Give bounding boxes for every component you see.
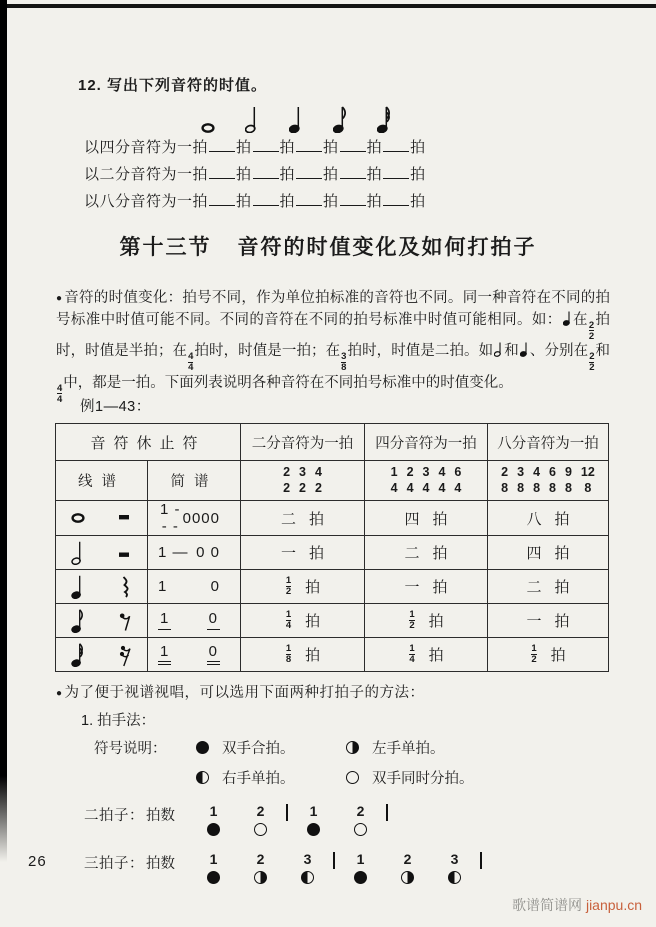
fraction: $\frac{1}{2}$ [285,575,292,598]
legend-item [196,767,346,788]
paragraph-text: 中，都是一拍。下面列表说明各种音符在不同拍号标准中的时值变化。 [63,374,513,391]
unit-label: 拍 [279,193,296,210]
unit-label: 拍 [432,579,448,596]
paragraph-text: 和 [504,343,519,359]
beat-value-cell [241,570,365,604]
beat [284,852,331,884]
paragraph-text: 音符的时值变化：拍号不同，作为单位拍标准的音符也不同。同一种音符在不同的拍号标准中时值可能不同。不同的音符在不同的拍号标准中时值可能相同。如： [56,290,610,328]
half-left-circle-icon [448,871,461,884]
beat-count: 一 [280,545,296,562]
legend-label: 符号说明： [94,741,167,757]
table-header-beat-unit: 二分音符为一拍 [241,424,365,461]
fraction: $\frac{1}{8}$ [285,643,292,666]
pattern-label: 二拍子： [84,808,144,824]
answer-blank [296,137,322,152]
beat-count: 二 [526,579,542,596]
section-title-text: 音符的时值变化及如何打拍子 [237,235,537,259]
symbol-legend [94,737,626,788]
unit-label: 拍 [309,545,325,562]
fraction: $\frac{2}{2}$ [589,351,595,373]
unit-label: 拍 [236,193,252,210]
half-rest-icon [116,544,132,562]
scan-top-edge [0,4,656,8]
unit-label: 拍 [432,545,448,562]
exercise-note-row [186,101,598,133]
answer-blank [383,191,409,206]
table-row [56,638,609,672]
beat-value-cell [241,536,365,570]
staff-notation-cell [56,570,148,604]
fraction: $\frac{1}{2}$ [409,609,415,632]
beat-count: 一 [526,613,542,630]
answer-blank [340,137,366,152]
unit-label: 拍 [410,139,426,156]
beat [237,852,284,884]
beat-pattern-row [84,852,626,884]
unit-label: 拍 [432,510,448,528]
paragraph-text: 拍时，时值是半拍；在 [56,311,611,359]
legend-item [346,767,526,788]
exercise-note [362,105,406,133]
methods-intro-text: 为了便于视谱视唱，可以选用下面两种打拍子的方法： [64,685,425,701]
beat-value-cell [488,536,609,570]
half-note-icon [71,540,85,566]
half-note-icon [245,105,259,133]
unit-label: 拍 [554,545,570,562]
legend-item-label: 双手同时分拍。 [372,771,474,787]
table-header-signatures [241,461,365,501]
beat [237,804,284,836]
beat-count-label: 拍数 [146,808,175,824]
paragraph-text: 拍时，时值是一拍；在 [194,343,341,359]
whole-note-icon [71,513,85,523]
time-signature: 1 4 [390,464,398,495]
beat [290,804,337,836]
sixteenth-note-icon [377,105,391,133]
beat-count: 四 [404,510,420,528]
unit-label: 拍 [366,166,383,183]
example-label: 例1—43： [80,399,151,415]
staff-notation-cell [56,604,148,638]
unit-label: 拍 [554,613,570,630]
empty-circle-icon [354,823,367,836]
unit-label: 拍 [305,613,321,630]
table-header-beat-unit: 八分音符为一拍 [488,424,609,461]
full-circle-icon [307,823,320,836]
empty-circle-icon [254,823,267,836]
time-signature: 3 2 [299,464,306,495]
answer-blank [383,137,409,152]
fraction: $\frac{2}{2}$ [588,319,595,342]
intro-paragraph [56,288,610,404]
watermark-site: 歌谱简谱网 [512,897,583,913]
unit-label: 拍 [554,579,570,596]
fraction: $\frac{4}{4}$ [57,382,63,405]
unit-label: 拍 [554,510,570,528]
answer-blank [296,164,322,179]
exercise-note [318,105,362,133]
section-title [0,231,656,261]
unit-label: 拍 [236,139,252,156]
beat [190,852,237,884]
time-signature: 4 2 [314,464,322,495]
page-number: 26 [28,853,47,870]
jianpu-notation-cell: 1 - - - 0000 [148,501,241,536]
table-header-beat-unit: 四分音符为一拍 [365,424,488,461]
full-circle-icon [354,871,367,884]
barline [386,804,388,821]
beat-number: 1 [209,851,218,867]
legend-item [196,737,346,758]
exercise-note [230,105,274,133]
beat-number: 2 [256,851,265,867]
exercise-answer-line [84,136,598,160]
unit-label: 拍 [366,193,383,210]
legend-item-label: 双手合拍。 [222,741,295,757]
exercise-title-text: 写出下列音符的时值。 [107,77,268,94]
beat-number: 1 [209,803,218,819]
empty-circle-icon [346,771,359,784]
table-header-jianpu: 简谱 [148,461,241,501]
exercise-note [186,123,230,133]
line-prefix: 以二分音符为一拍 [84,166,209,183]
fraction: $\frac{1}{4}$ [285,609,292,632]
measure [337,852,478,884]
beat-count: 二 [280,510,296,528]
unit-label: 拍 [279,139,296,156]
beat-value-cell [488,570,609,604]
eighth-note-icon [71,608,85,634]
unit-label: 拍 [236,166,252,183]
line-prefix: 以八分音符为一拍 [84,193,209,210]
quarter-rest-icon [120,576,132,598]
scan-left-edge [0,0,7,862]
beat-value-cell [365,570,488,604]
beat [431,852,478,884]
table-header-staff: 线谱 [56,461,148,501]
methods-intro [56,681,626,702]
beat [384,852,431,884]
beat [337,804,384,836]
table-row [56,536,609,570]
unit-label: 拍 [323,193,339,210]
legend-item [346,737,526,758]
unit-label: 拍 [410,193,426,210]
table-header-signatures [488,461,609,501]
unit-label: 拍 [550,647,566,664]
half-left-circle-icon [301,871,314,884]
watermark [512,895,642,915]
unit-label: 拍 [305,579,321,596]
section-number: 第十三节 [119,235,212,259]
staff-notation-cell [56,638,148,672]
clapping-methods [56,681,626,884]
jianpu-notation-cell: 1 0 [148,638,241,672]
beat-value-cell [241,604,365,638]
beat-value-cell [488,604,609,638]
half-note-icon [494,341,503,357]
full-circle-icon [207,823,220,836]
beat-count: 二 [404,545,420,562]
beat-number: 1 [309,803,318,819]
unit-label: 拍 [428,647,444,664]
beat-patterns [56,804,626,884]
duration-table [55,423,609,672]
legend-item-label: 左手单拍。 [372,741,445,757]
unit-label: 拍 [323,166,339,183]
beat-number: 1 [356,851,365,867]
beat-number: 3 [303,851,312,867]
half-right-circle-icon [254,871,267,884]
quarter-note-icon [520,341,529,357]
beat-number: 2 [256,803,265,819]
table-row [56,570,609,604]
full-circle-icon [196,741,209,754]
beat-value-cell [365,501,488,536]
fraction: $\frac{1}{2}$ [531,643,537,666]
beat [190,804,237,836]
barline [480,852,482,869]
unit-label: 拍 [366,139,383,156]
time-signature: 3 8 [517,464,525,495]
staff-notation-cell [56,501,148,536]
beat-number: 2 [403,851,412,867]
unit-label: 拍 [305,647,321,664]
beat-value-cell [241,638,365,672]
time-signature: 4 8 [533,464,541,495]
beat-value-cell [488,501,609,536]
answer-blank [296,191,322,206]
measure [190,852,331,884]
answer-blank [383,164,409,179]
answer-blank [253,137,279,152]
answer-blank [253,164,279,179]
staff-notation-cell [56,536,148,570]
unit-label: 拍 [323,139,339,156]
beat-count: 四 [526,545,542,562]
beat-number: 3 [450,851,459,867]
eighth-note-icon [333,105,347,133]
exercise-answer-lines [78,136,598,214]
beat-number: 2 [356,803,365,819]
unit-label: 拍 [279,166,296,183]
table-header-notes-rests: 音符休止符 [56,424,241,461]
barline [333,852,335,869]
full-circle-icon [207,871,220,884]
legend-grid [196,737,526,788]
answer-blank [209,191,235,206]
quarter-note-icon [563,310,572,326]
line-prefix: 以四分音符为一拍 [84,139,209,156]
beat-count: 一 [404,579,420,596]
exercise-title [78,74,598,95]
bullet-icon: ● [56,688,63,699]
beat-pattern-row [84,804,626,836]
table-row [56,604,609,638]
whole-rest-icon [116,509,132,527]
unit-label: 拍 [309,510,325,528]
beat [337,852,384,884]
time-signature: 6 4 [454,464,462,495]
time-signature: 2 4 [406,464,414,495]
bullet-icon: ● [56,293,63,304]
time-signature: 6 8 [549,464,556,495]
measure [190,804,284,836]
exercise-answer-line [84,163,598,187]
exercise-answer-line [84,190,598,214]
time-signature: 3 4 [422,464,430,495]
beat-value-cell [365,604,488,638]
time-signature: 12 8 [580,464,595,495]
paragraph-text: 拍时，时值是二拍。如 [347,343,494,359]
pattern-label: 三拍子： [84,856,144,872]
jianpu-notation-cell: 1 0 [148,604,241,638]
exercise-number: 12. [78,77,102,94]
beat-value-cell [488,638,609,672]
sixteenth-note-icon [71,642,85,668]
fraction: $\frac{3}{8}$ [341,351,347,373]
whole-note-icon [201,123,215,133]
answer-blank [340,164,366,179]
eighth-rest-icon [119,610,132,632]
half-right-circle-icon [401,871,414,884]
sixteenth-rest-icon [119,643,132,667]
unit-label: 拍 [410,166,426,183]
paragraph-text: 和 [595,343,611,359]
beat-value-cell [365,638,488,672]
answer-blank [253,191,279,206]
exercise-12 [78,74,598,214]
time-signature: 9 8 [564,464,572,495]
jianpu-notation-cell: 1 — 0 0 [148,536,241,570]
table-row [56,501,609,536]
exercise-note [274,105,318,133]
beat-count: 八 [526,510,542,528]
answer-blank [340,191,366,206]
table-header-signatures [365,461,488,501]
barline [286,804,288,821]
answer-blank [209,164,235,179]
unit-label: 拍 [428,613,444,630]
beat-value-cell [241,501,365,536]
time-signature: 2 8 [501,464,509,495]
measure [290,804,384,836]
time-signature: 2 2 [283,464,291,495]
beat-value-cell [365,536,488,570]
legend-item-label: 右手单拍。 [222,771,295,787]
quarter-note-icon [289,105,303,133]
watermark-url: jianpu.cn [585,897,642,913]
jianpu-notation-cell: 1 0 [148,570,241,604]
half-right-circle-icon [346,741,359,754]
method1-label: 1. 拍手法： [81,713,156,729]
fraction: $\frac{1}{4}$ [409,643,415,666]
paragraph-text: 在 [572,311,588,328]
answer-blank [209,137,235,152]
quarter-note-icon [71,574,85,600]
time-signature: 4 4 [438,464,446,495]
beat-count-label: 拍数 [146,856,175,872]
half-left-circle-icon [196,771,209,784]
paragraph-text: 、分别在 [529,343,589,359]
fraction: $\frac{4}{4}$ [188,351,194,373]
